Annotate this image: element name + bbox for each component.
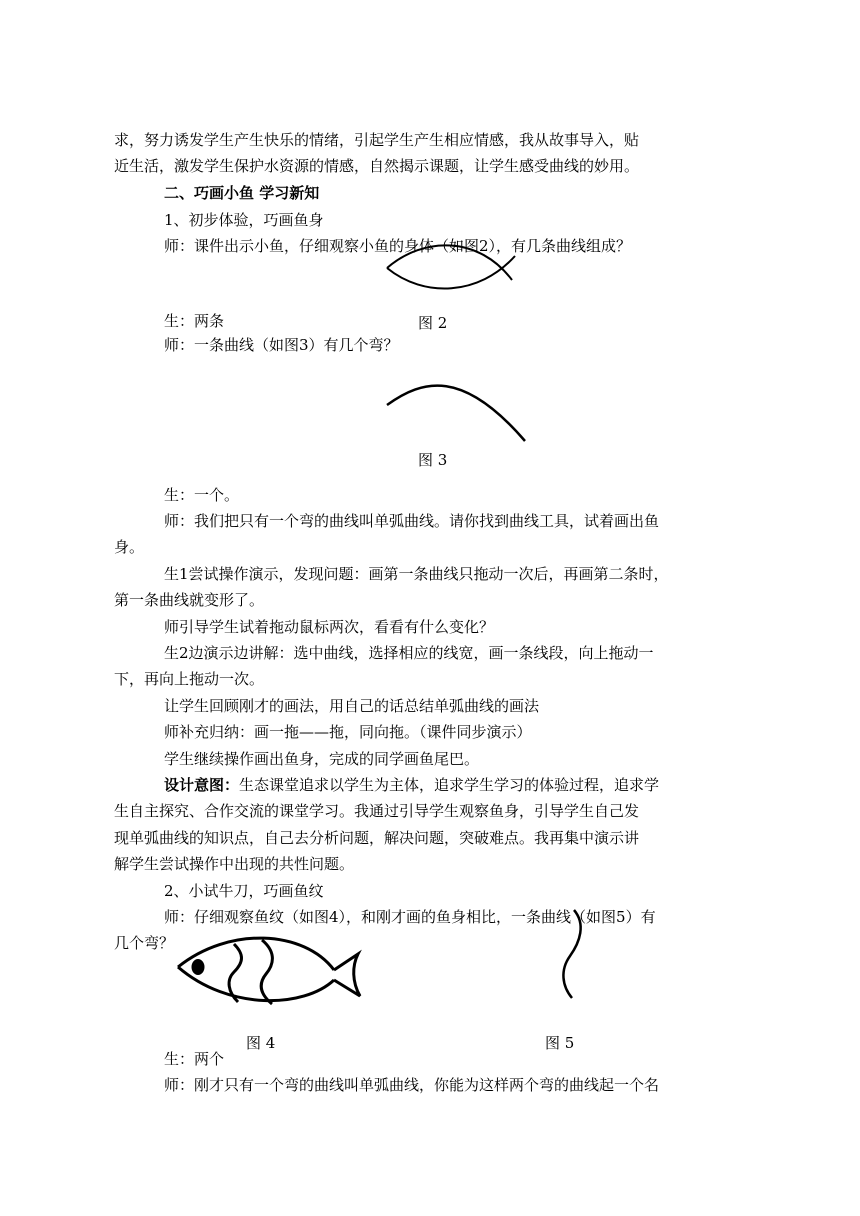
- figure-5-caption: 图 5: [545, 1034, 575, 1052]
- figure-4-fish-with-stripes: [174, 936, 374, 1026]
- figure-2-fish-body: [384, 236, 524, 306]
- subsection-heading: 2、小试牛刀，巧画鱼纹: [164, 882, 324, 900]
- paragraph-line: 生：两条: [164, 312, 225, 330]
- paragraph-line: 生自主探究、合作交流的课堂学习。我通过引导学生观察鱼身，引导学生自己发: [114, 802, 640, 820]
- paragraph-line: 师：我们把只有一个弯的曲线叫单弧曲线。请你找到曲线工具，试着画出鱼: [164, 512, 660, 530]
- paragraph-line: 师补充归纳：画一拖——拖，同向拖。（课件同步演示）: [164, 723, 532, 741]
- paragraph-line: 几个弯？: [114, 934, 175, 952]
- figure-5-double-arc: [554, 906, 594, 1001]
- paragraph-line: 学生继续操作画出鱼身，完成的同学画鱼尾巴。: [164, 750, 480, 768]
- paragraph-line: 师：刚才只有一个弯的曲线叫单弧曲线，你能为这样两个弯的曲线起一个名: [164, 1076, 660, 1094]
- paragraph-line: 求，努力诱发学生产生快乐的情绪，引起学生产生相应情感，我从故事导入，贴: [114, 131, 640, 149]
- paragraph-line: 生1尝试操作演示，发现问题：画第一条曲线只拖动一次后，再画第二条时，: [164, 565, 669, 583]
- paragraph-line: 让学生回顾刚才的画法，用自己的话总结单弧曲线的画法: [164, 697, 540, 715]
- paragraph-line: 生：一个。: [164, 486, 240, 504]
- paragraph-line: 近生活，激发学生保护水资源的情感，自然揭示课题，让学生感受曲线的妙用。: [114, 157, 640, 175]
- design-intent-paragraph: [164, 772, 659, 798]
- paragraph-line: 生2边演示边讲解：选中曲线，选择相应的线宽，画一条线段，向上拖动一: [164, 644, 654, 662]
- section-heading: 二、巧画小鱼 学习新知: [164, 184, 320, 202]
- figure-2-caption: 图 2: [418, 314, 448, 332]
- paragraph-line: 第一条曲线就变形了。: [114, 591, 265, 609]
- paragraph-line: 解学生尝试操作中出现的共性问题。: [114, 855, 355, 873]
- figure-3-single-arc: [383, 375, 533, 445]
- paragraph-line: 师：课件出示小鱼，仔细观察小鱼的身体（如图2），有几条曲线组成？: [164, 237, 632, 255]
- paragraph-line: 下，再向上拖动一次。: [114, 670, 265, 688]
- paragraph-line: 师：一条曲线（如图3）有几个弯？: [164, 336, 399, 354]
- paragraph-line: 身。: [114, 538, 145, 556]
- figure-4-caption: 图 4: [246, 1034, 276, 1052]
- design-intent-label: 设计意图：: [164, 776, 240, 794]
- design-intent-text: 生态课堂追求以学生为主体，追求学生学习的体验过程，追求学: [239, 776, 660, 794]
- paragraph-line: 师引导学生试着拖动鼠标两次，看看有什么变化？: [164, 618, 495, 636]
- figure-3-caption: 图 3: [418, 451, 448, 469]
- paragraph-line: 现单弧曲线的知识点，自己去分析问题，解决问题，突破难点。我再集中演示讲: [114, 829, 640, 847]
- paragraph-line: 生：两个: [164, 1050, 225, 1068]
- paragraph-line: 师：仔细观察鱼纹（如图4），和刚才画的鱼身相比，一条曲线（如图5）有: [164, 908, 656, 926]
- subsection-heading: 1、初步体验，巧画鱼身: [164, 211, 324, 229]
